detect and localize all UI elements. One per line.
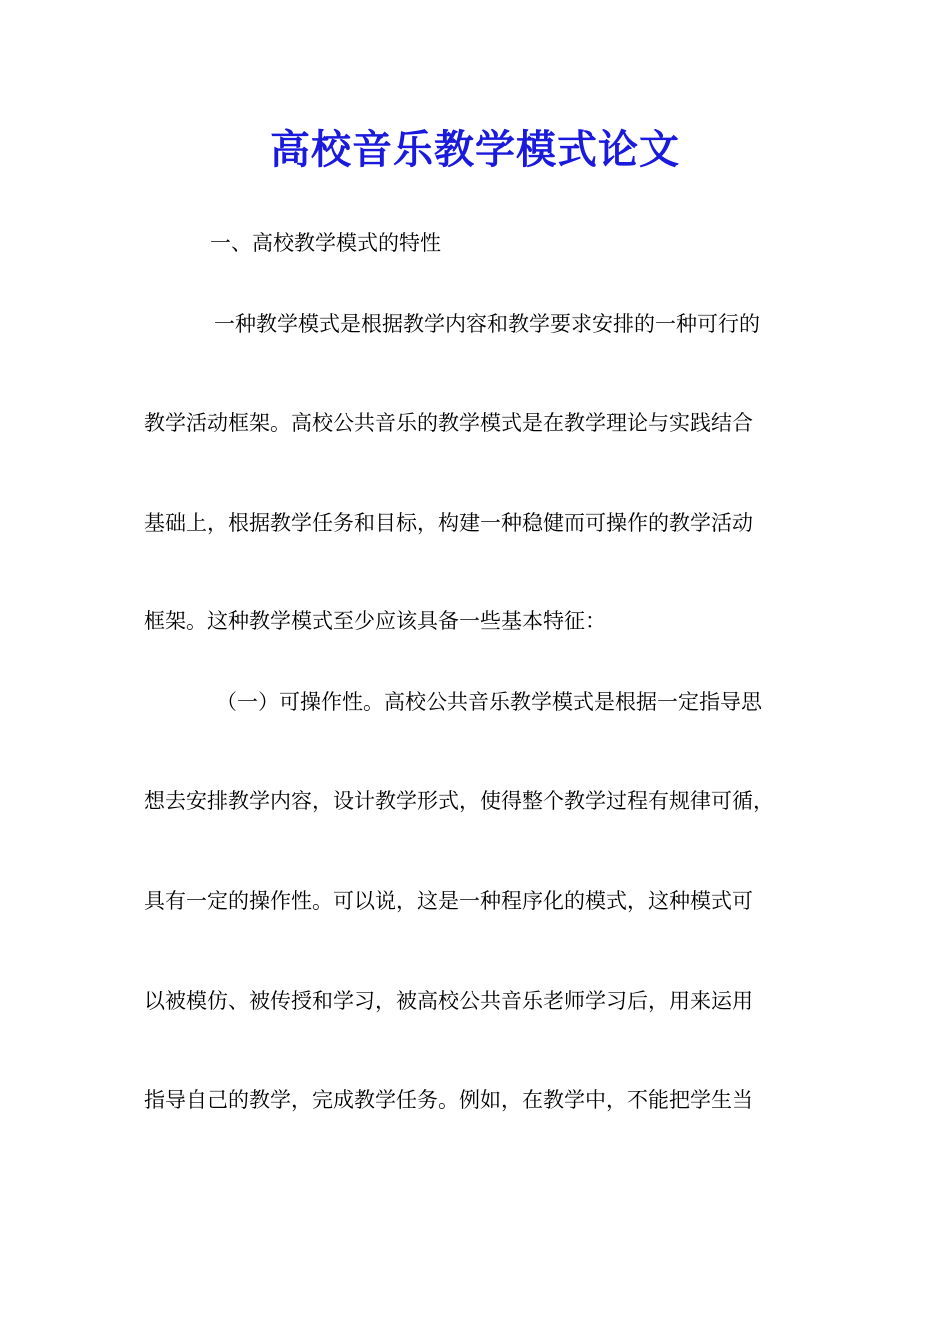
paragraph-line: （一）可操作性。高校公共音乐教学模式是根据一定指导思 [216, 690, 762, 714]
paragraph-line: 教学活动框架。高校公共音乐的教学模式是在教学理论与实践结合 [144, 411, 753, 435]
paragraph-line: 以被模仿、被传授和学习，被高校公共音乐老师学习后，用来运用 [144, 989, 753, 1013]
paragraph-line: 基础上，根据教学任务和目标，构建一种稳健而可操作的教学活动 [144, 511, 753, 535]
paragraph-line: 一种教学模式是根据教学内容和教学要求安排的一种可行的 [214, 312, 760, 336]
section-heading: 一、高校教学模式的特性 [210, 231, 441, 255]
paragraph-line: 框架。这种教学模式至少应该具备一些基本特征： [144, 609, 606, 633]
paragraph-line: 指导自己的教学，完成教学任务。例如，在教学中，不能把学生当 [144, 1088, 753, 1112]
paragraph-line: 具有一定的操作性。可以说，这是一种程序化的模式，这种模式可 [144, 889, 753, 913]
paragraph-line: 想去安排教学内容，设计教学形式，使得整个教学过程有规律可循， [144, 789, 774, 813]
document-title: 高校音乐教学模式论文 [270, 126, 680, 173]
